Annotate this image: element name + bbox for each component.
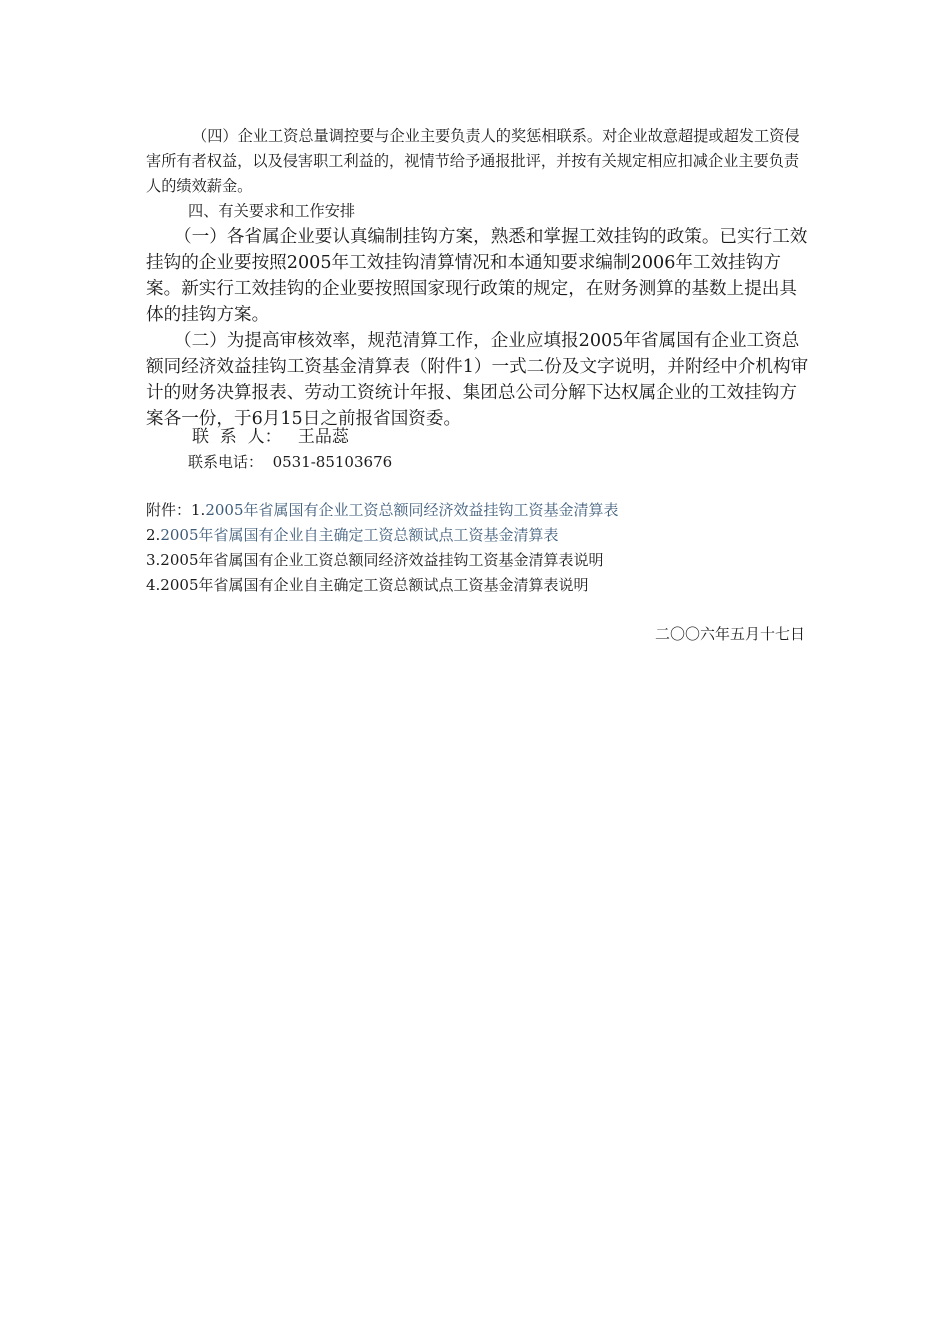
- attachment-2-number: 2.: [146, 526, 161, 544]
- attachment-prefix: 附件：1.: [146, 501, 206, 519]
- contact-person-label: 联 系 人：: [192, 427, 282, 447]
- requirement-2-paragraph: （二）为提高审核效率，规范清算工作，企业应填报2005年省属国有企业工资总额同经济效益挂钩工资基金清算表（附件1）一式二份及文字说明，并附经中介机构审计的财务决算报表、劳动工资统计年报、集团总公司分解下达权属企业的工效挂钩方案各一份，于6月15日之前报省国资委。: [146, 331, 809, 429]
- section4-item4-paragraph: （四）企业工资总量调控要与企业主要负责人的奖惩相联系。对企业故意超提或超发工资侵害所有者权益，以及侵害职工利益的，视情节给予通报批评，并按有关规定相应扣减企业主要负责人的绩效薪金。: [146, 127, 800, 195]
- contact-phone-number: 0531-85103676: [272, 453, 393, 471]
- contact-phone-line: [188, 451, 392, 473]
- document-date: 二〇〇六年五月十七日: [654, 625, 805, 643]
- attachment-3-line: 3.2005年省属国有企业工资总额同经济效益挂钩工资基金清算表说明: [146, 551, 604, 569]
- attachment-1-link[interactable]: 2005年省属国有企业工资总额同经济效益挂钩工资基金清算表: [205, 501, 619, 519]
- requirements-heading: 四、有关要求和工作安排: [188, 202, 356, 220]
- attachment-4-line: 4.2005年省属国有企业自主确定工资总额试点工资基金清算表说明: [146, 576, 589, 594]
- attachment-2-line: [146, 524, 559, 546]
- requirement-1-paragraph: （一）各省属企业要认真编制挂钩方案，熟悉和掌握工效挂钩的政策。已实行工效挂钩的企业要按照2005年工效挂钩清算情况和本通知要求编制2006年工效挂钩方案。新实行工效挂钩的企业要按照国家现行政策的规定，在财务测算的基数上提出具体的挂钩方案。: [146, 227, 808, 325]
- attachment-2-link[interactable]: 2005年省属国有企业自主确定工资总额试点工资基金清算表: [160, 526, 559, 544]
- contact-phone-label: 联系电话：: [188, 453, 264, 471]
- attachment-1-line: [146, 499, 619, 521]
- contact-person-name: 王品蕊: [297, 427, 349, 447]
- contact-person-line: [192, 424, 349, 450]
